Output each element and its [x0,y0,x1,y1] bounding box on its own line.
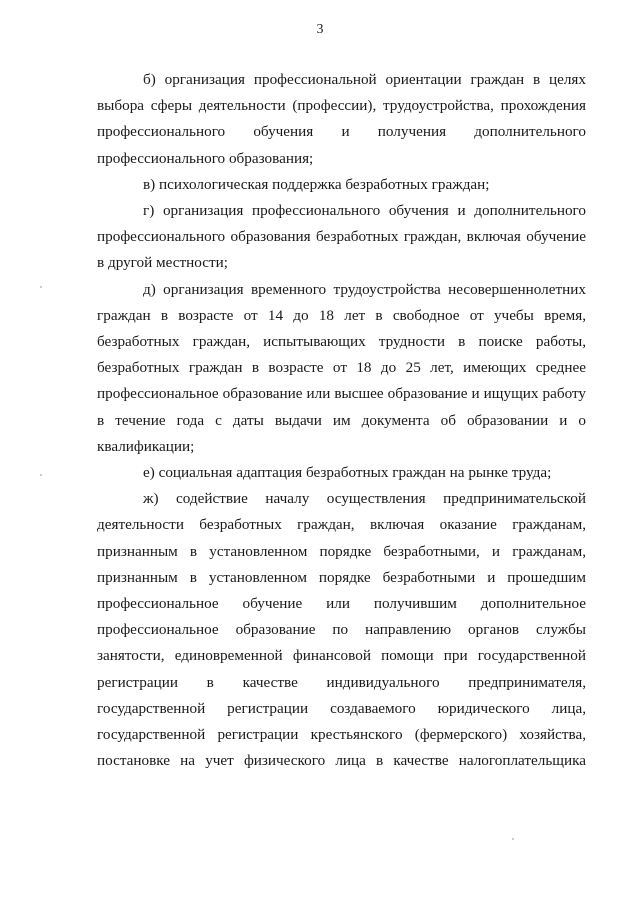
document-body [97,67,586,774]
page-number: 3 [316,22,324,37]
scan-speck [512,838,514,840]
paragraph-v: в) психологическая поддержка безработных граждан; [143,175,490,193]
paragraph-d: д) организация временного трудоустройства несовершеннолетних граждан в возрасте от 14 до 18 лет в свободное от учебы время, безработных граждан, испытывающих трудности в поиске работы, безработных граждан в возрасте от 18 до 25 лет, имеющих среднее профессиональное образование или высшее образование и ищущих работу в течение года с даты выдачи им документа об образовании и о квалификации; [97,280,586,455]
paragraph-e: е) социальная адаптация безработных граждан на рынке труда; [143,464,552,482]
paragraph-g: г) организация профессионального обучения и дополнительного профессионального образования безработных граждан, включая обучение в другой местности; [97,202,586,272]
paragraph-b: б) организация профессиональной ориентации граждан в целях выбора сферы деятельности (профессии), трудоустройства, прохождения профессионального обучения и получения дополнительного профессионального образования; [97,71,586,167]
scan-speck [40,286,42,288]
paragraph-zh: ж) содействие началу осуществления предпринимательской деятельности безработных граждан, включая оказание гражданам, признанным в установленном порядке безработными, и гражданам, признанным в установленном порядке безработными и прошедшим профессиональное обучение или получившим дополнительное профессиональное образование по направлению органов службы занятости, единовременной финансовой помощи при государственной регистрации в качестве индивидуального предпринимателя, государственной регистрации создаваемого юридического лица, государственной регистрации крестьянского (фермерского) хозяйства, постановке на учет физического лица в качестве налогоплательщика [97,490,586,770]
scan-speck [40,474,42,476]
